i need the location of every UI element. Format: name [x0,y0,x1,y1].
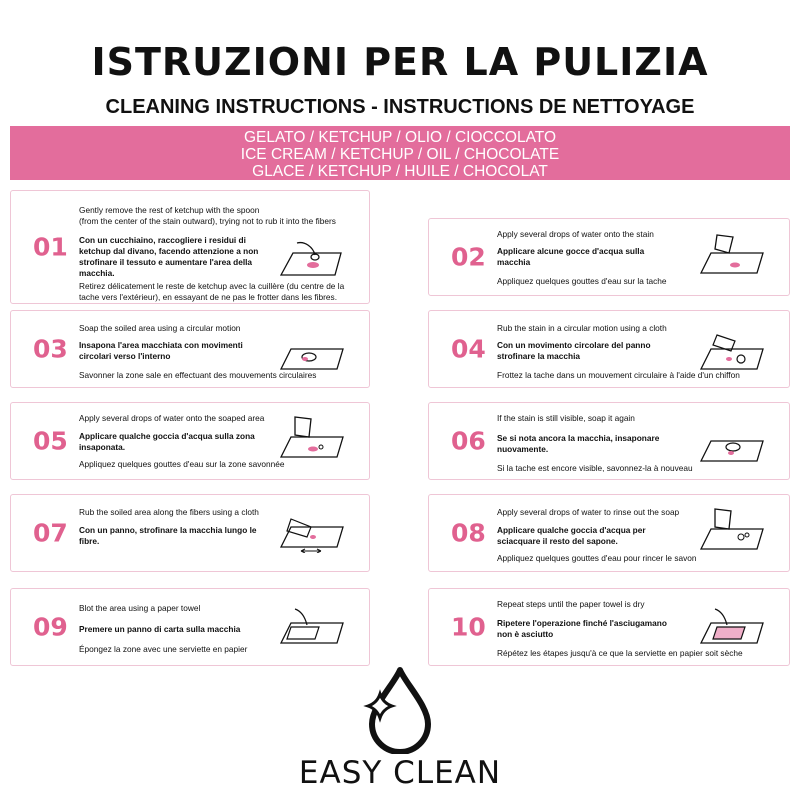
cloth-circular-icon [695,327,767,371]
rinse-glass-icon [695,507,767,551]
step-card-07 [10,494,370,572]
step-text-en: Rub the soiled area along the fibers using a cloth [79,507,259,517]
water-glass-icon [695,231,767,275]
step-text-fr: Si la tache est encore visible, savonnez-la à nouveau [497,463,693,473]
step-text-it: Se si nota ancora la macchia, insaponare nuovamente. [497,433,660,454]
step-card-03 [10,310,370,388]
step-text-en: Soap the soiled area using a circular motion [79,323,241,333]
step-text-fr: Appliquez quelques gouttes d'eau pour rincer le savon [497,553,697,563]
step-text-en: Apply several drops of water to rinse out the soap [497,507,680,517]
brand-name: EASY CLEAN [298,755,502,791]
cloth-rub-icon [275,509,347,553]
soap-circular-icon [275,327,347,371]
step-number: 03 [33,334,68,364]
step-text-en: Rub the stain in a circular motion using a cloth [497,323,667,333]
step-number: 01 [33,232,68,262]
drop-sparkle-icon [350,666,450,754]
step-number: 05 [33,426,68,456]
step-text-en: Apply several drops of water onto the soaped area [79,413,265,423]
step-text-it: Con un panno, strofinare la macchia lungo le fibre. [79,525,257,546]
banner-line-it: GELATO / KETCHUP / OLIO / CIOCCOLATO [243,129,557,146]
step-number: 09 [33,612,68,642]
page-title: ISTRUZIONI PER LA PULIZIA [91,40,709,84]
banner-line-fr: GLACE / KETCHUP / HUILE / CHOCOLAT [252,163,548,180]
step-card-04 [428,310,790,388]
spoon-scoop-icon [275,235,347,279]
paper-towel-icon [695,603,767,647]
step-text-fr: Épongez la zone avec une serviette en papier [79,644,248,654]
step-text-en: If the stain is still visible, soap it again [497,413,635,423]
step-number: 06 [451,426,486,456]
step-text-en: Apply several drops of water onto the stain [497,229,654,239]
water-glass-icon [275,415,347,459]
step-card-08 [428,494,790,572]
step-number: 02 [451,242,486,272]
step-text-it: Applicare alcune gocce d'acqua sulla macchia [497,246,645,267]
paper-towel-icon [275,603,347,647]
step-text-fr: Appliquez quelques gouttes d'eau sur la zone savonnée [79,459,285,469]
step-text-fr: Retirez délicatement le reste de ketchup avec la cuillère (du centre de la tache vers l'extérieur), en essayant de ne pas le frotter dans les fibres. [79,281,345,302]
banner-line-en: ICE CREAM / KETCHUP / OIL / CHOCOLATE [240,146,560,163]
step-text-en: Blot the area using a paper towel [79,603,201,613]
step-number: 10 [451,612,486,642]
step-text-fr: Appliquez quelques gouttes d'eau sur la tache [497,276,667,286]
step-card-06 [428,402,790,480]
step-text-it: Con un cucchiaino, raccogliere i residui di ketchup dal divano, facendo attenzione a non strofinare il tessuto e aumentare l'area della macchia. [79,235,259,278]
step-text-fr: Frottez la tache dans un mouvement circulaire à l'aide d'un chiffon [497,370,740,380]
step-card-09 [10,588,370,666]
step-text-fr: Savonner la zone sale en effectuant des mouvements circulaires [79,370,317,380]
step-text-it: Applicare qualche goccia d'acqua per sciacquare il resto del sapone. [497,525,646,546]
step-card-10 [428,588,790,666]
step-card-02 [428,218,790,296]
step-text-fr: Répétez les étapes jusqu'à ce que la serviette en papier soit sèche [497,648,743,658]
step-number: 08 [451,518,486,548]
step-card-05 [10,402,370,480]
step-text-it: Ripetere l'operazione finché l'asciugamano non è asciutto [497,618,667,639]
page-subtitle: CLEANING INSTRUCTIONS - INSTRUCTIONS DE NETTOYAGE [105,96,695,118]
step-number: 04 [451,334,486,364]
step-text-it: Applicare qualche goccia d'acqua sulla zona insaponata. [79,431,255,452]
step-text-it: Insapona l'area macchiata con movimenti circolari verso l'interno [79,340,243,361]
step-card-01 [10,190,370,304]
step-text-en: Repeat steps until the paper towel is dry [497,599,645,609]
soap-again-icon [695,419,767,463]
step-text-it: Con un movimento circolare del panno strofinare la macchia [497,340,651,361]
step-text-it: Premere un panno di carta sulla macchia [79,624,241,634]
step-number: 07 [33,518,68,548]
step-text-en: Gently remove the rest of ketchup with the spoon (from the center of the stain outward), trying not to rub it into the fibers [79,205,336,226]
stain-types-banner [10,126,790,180]
